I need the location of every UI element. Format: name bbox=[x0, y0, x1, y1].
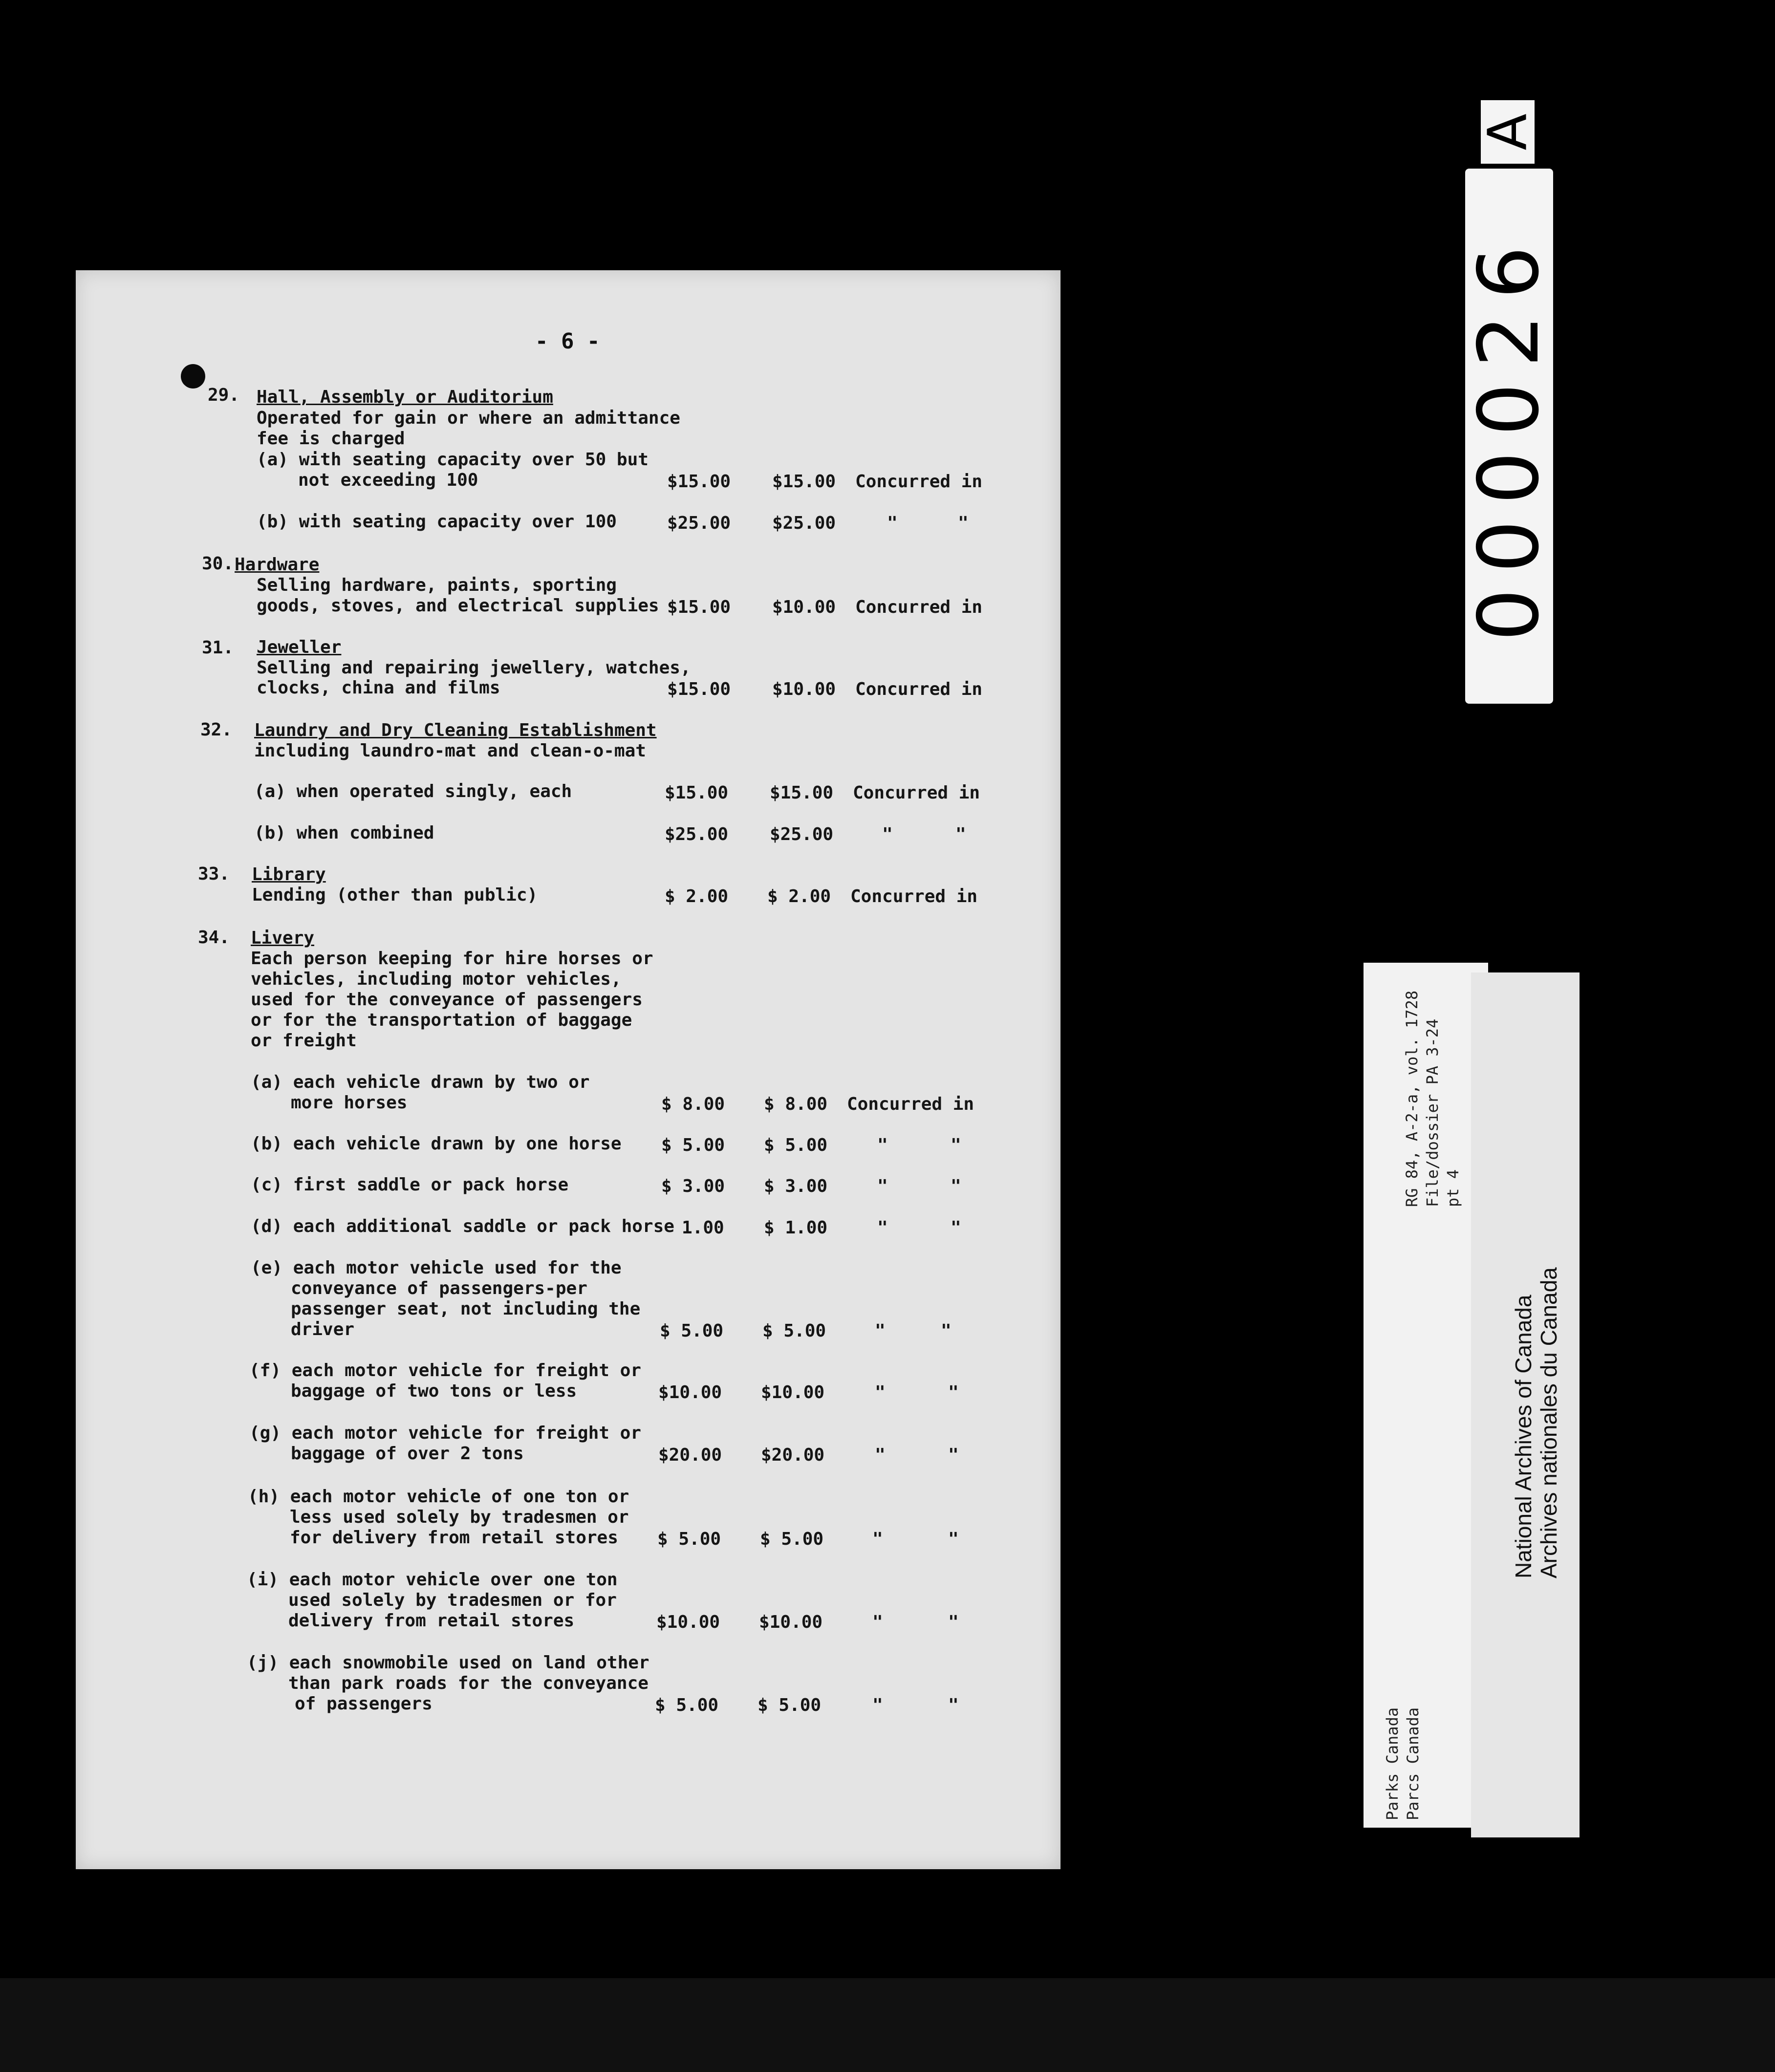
fee-proposed: $15.00 bbox=[772, 472, 836, 492]
fee-current: $ 5.00 bbox=[655, 1695, 719, 1715]
section-desc: Operated for gain or where an admittance bbox=[257, 408, 680, 428]
section-title: Hall, Assembly or Auditorium bbox=[257, 387, 553, 407]
section-desc: or freight bbox=[251, 1031, 357, 1051]
fee-proposed: $ 5.00 bbox=[764, 1135, 828, 1155]
subitem-text: passenger seat, not including the bbox=[291, 1299, 641, 1319]
ditto-mark: " bbox=[875, 1445, 886, 1465]
subitem-text: (e) each motor vehicle used for the bbox=[251, 1258, 622, 1278]
subitem-text: more horses bbox=[291, 1093, 408, 1113]
frame-letter: A bbox=[1476, 113, 1539, 151]
subitem-text: (j) each snowmobile used on land other bbox=[247, 1653, 649, 1673]
agency-name: Parks Canada bbox=[1383, 1707, 1402, 1820]
subitem-text: not exceeding 100 bbox=[298, 470, 478, 490]
ditto-mark: " bbox=[877, 1218, 888, 1238]
archives-name-fr: Archives nationales du Canada bbox=[1536, 1267, 1561, 1578]
fee-current: $ 5.00 bbox=[660, 1321, 724, 1341]
ditto-mark: " bbox=[948, 1445, 959, 1465]
status-text: Concurred in bbox=[855, 679, 983, 699]
subitem-text: conveyance of passengers-per bbox=[291, 1278, 587, 1298]
section-desc: clocks, china and films bbox=[257, 678, 500, 698]
item-number: 30. bbox=[202, 554, 234, 574]
fee-current: $10.00 bbox=[656, 1612, 720, 1632]
fee-proposed: $20.00 bbox=[761, 1445, 825, 1465]
fee-proposed: $ 2.00 bbox=[767, 886, 831, 906]
fee-proposed: $ 3.00 bbox=[764, 1176, 828, 1196]
fee-current: $10.00 bbox=[658, 1382, 722, 1403]
fee-current: $15.00 bbox=[667, 597, 731, 617]
fee-current: $15.00 bbox=[667, 679, 731, 699]
fee-current: $ 5.00 bbox=[661, 1135, 725, 1155]
ditto-mark: " bbox=[948, 1612, 959, 1632]
frame-letter-label bbox=[1476, 100, 1539, 164]
fee-current: $ 5.00 bbox=[657, 1529, 721, 1549]
section-desc: fee is charged bbox=[257, 429, 405, 449]
section-desc: Each person keeping for hire horses or bbox=[251, 949, 653, 969]
fee-proposed: $ 5.00 bbox=[760, 1529, 824, 1549]
subitem-text: (i) each motor vehicle over one ton bbox=[247, 1570, 618, 1590]
fee-proposed: $ 5.00 bbox=[758, 1695, 822, 1715]
section-desc: vehicles, including motor vehicles, bbox=[251, 969, 622, 989]
ditto-mark: " bbox=[887, 513, 898, 533]
section-desc: Lending (other than public) bbox=[252, 885, 538, 905]
fee-proposed: $25.00 bbox=[772, 513, 836, 533]
section-title: Jeweller bbox=[257, 637, 342, 657]
fee-current: 1.00 bbox=[682, 1218, 724, 1238]
subitem-text: (d) each additional saddle or pack horse bbox=[251, 1216, 674, 1236]
fee-current: $ 3.00 bbox=[661, 1176, 725, 1196]
fee-current: $15.00 bbox=[667, 472, 731, 492]
subitem-text: (f) each motor vehicle for freight or bbox=[249, 1360, 641, 1381]
reference-line: RG 84, A-2-a, vol. 1728 bbox=[1403, 990, 1421, 1207]
reference-line: pt 4 bbox=[1444, 1169, 1462, 1207]
subitem-text: for delivery from retail stores bbox=[290, 1528, 618, 1548]
section-desc: including laundro-mat and clean-o-mat bbox=[254, 741, 646, 761]
item-number: 29. bbox=[208, 385, 240, 405]
section-desc: Selling and repairing jewellery, watches, bbox=[257, 658, 691, 678]
fee-current: $25.00 bbox=[667, 513, 731, 533]
ditto-mark: " bbox=[958, 513, 969, 533]
ditto-mark: " bbox=[951, 1135, 961, 1155]
ditto-mark: " bbox=[875, 1321, 886, 1341]
subitem-text: (b) when combined bbox=[254, 823, 434, 843]
status-text: Concurred in bbox=[855, 472, 983, 492]
ditto-mark: " bbox=[955, 824, 966, 844]
status-text: Concurred in bbox=[853, 783, 980, 803]
subitem-text: (g) each motor vehicle for freight or bbox=[249, 1423, 641, 1443]
ditto-mark: " bbox=[951, 1218, 961, 1238]
subitem-text: (a) with seating capacity over 50 but bbox=[257, 450, 649, 470]
archives-card bbox=[1471, 972, 1580, 1837]
section-desc: or for the transportation of baggage bbox=[251, 1010, 632, 1030]
archives-name-en: National Archives of Canada bbox=[1511, 1295, 1536, 1578]
ditto-mark: " bbox=[941, 1321, 952, 1341]
fee-current: $15.00 bbox=[665, 783, 729, 803]
fee-proposed: $10.00 bbox=[759, 1612, 823, 1632]
subitem-text: (a) when operated singly, each bbox=[254, 781, 572, 801]
subitem-text: (c) first saddle or pack horse bbox=[251, 1175, 569, 1195]
subitem-text: (b) with seating capacity over 100 bbox=[257, 512, 617, 532]
subitem-text: (b) each vehicle drawn by one horse bbox=[251, 1134, 622, 1154]
fee-proposed: $ 1.00 bbox=[764, 1218, 828, 1238]
document-page bbox=[76, 270, 1061, 1869]
subitem-text: driver bbox=[291, 1319, 355, 1339]
ditto-mark: " bbox=[948, 1695, 959, 1715]
section-desc: used for the conveyance of passengers bbox=[251, 990, 643, 1010]
section-title: Library bbox=[252, 864, 326, 885]
subitem-text: than park roads for the conveyance bbox=[288, 1673, 649, 1693]
section-title: Livery bbox=[251, 928, 315, 948]
fee-current: $ 2.00 bbox=[665, 886, 729, 906]
status-text: Concurred in bbox=[847, 1094, 974, 1114]
ditto-mark: " bbox=[872, 1529, 883, 1549]
ditto-mark: " bbox=[877, 1176, 888, 1196]
subitem-text: delivery from retail stores bbox=[288, 1611, 575, 1631]
ditto-mark: " bbox=[882, 824, 893, 844]
section-desc: goods, stoves, and electrical supplies bbox=[257, 596, 659, 616]
item-number: 34. bbox=[198, 928, 230, 948]
section-desc: Selling hardware, paints, sporting bbox=[257, 575, 617, 595]
ditto-mark: " bbox=[877, 1135, 888, 1155]
fee-current: $ 8.00 bbox=[661, 1094, 725, 1114]
fee-proposed: $10.00 bbox=[772, 597, 836, 617]
status-text: Concurred in bbox=[855, 597, 983, 617]
ditto-mark: " bbox=[948, 1529, 959, 1549]
subitem-text: (h) each motor vehicle of one ton or bbox=[248, 1487, 629, 1507]
item-number: 32. bbox=[200, 720, 233, 740]
subitem-text: baggage of two tons or less bbox=[291, 1381, 577, 1401]
ditto-mark: " bbox=[951, 1176, 961, 1196]
ditto-mark: " bbox=[872, 1695, 883, 1715]
frame-number: 000026 bbox=[1461, 230, 1558, 642]
subitem-text: baggage of over 2 tons bbox=[291, 1444, 524, 1464]
section-title: Hardware bbox=[235, 555, 320, 575]
reference-line: File/dossier PA 3-24 bbox=[1423, 1018, 1442, 1207]
ditto-mark: " bbox=[872, 1612, 883, 1632]
item-number: 33. bbox=[198, 864, 230, 884]
page-number: - 6 - bbox=[535, 329, 600, 354]
subitem-text: (a) each vehicle drawn by two or bbox=[251, 1072, 590, 1092]
fee-proposed: $ 5.00 bbox=[762, 1321, 826, 1341]
ditto-mark: " bbox=[948, 1382, 959, 1403]
fee-proposed: $10.00 bbox=[761, 1382, 825, 1403]
film-bottom-band bbox=[0, 1978, 1775, 2072]
subitem-text: less used solely by tradesmen or bbox=[290, 1507, 629, 1527]
punch-hole bbox=[181, 364, 205, 388]
reference-card bbox=[1364, 963, 1488, 1828]
item-number: 31. bbox=[202, 638, 234, 658]
fee-proposed: $25.00 bbox=[770, 824, 834, 844]
status-text: Concurred in bbox=[850, 886, 978, 906]
fee-current: $25.00 bbox=[665, 824, 729, 844]
subitem-text: of passengers bbox=[295, 1694, 433, 1714]
ditto-mark: " bbox=[875, 1382, 886, 1403]
section-title: Laundry and Dry Cleaning Establishment bbox=[254, 720, 657, 740]
fee-proposed: $10.00 bbox=[772, 679, 836, 699]
fee-current: $20.00 bbox=[658, 1445, 722, 1465]
fee-proposed: $ 8.00 bbox=[764, 1094, 828, 1114]
agency-name: Parcs Canada bbox=[1404, 1707, 1422, 1820]
subitem-text: used solely by tradesmen or for bbox=[288, 1590, 617, 1610]
fee-proposed: $15.00 bbox=[770, 783, 834, 803]
